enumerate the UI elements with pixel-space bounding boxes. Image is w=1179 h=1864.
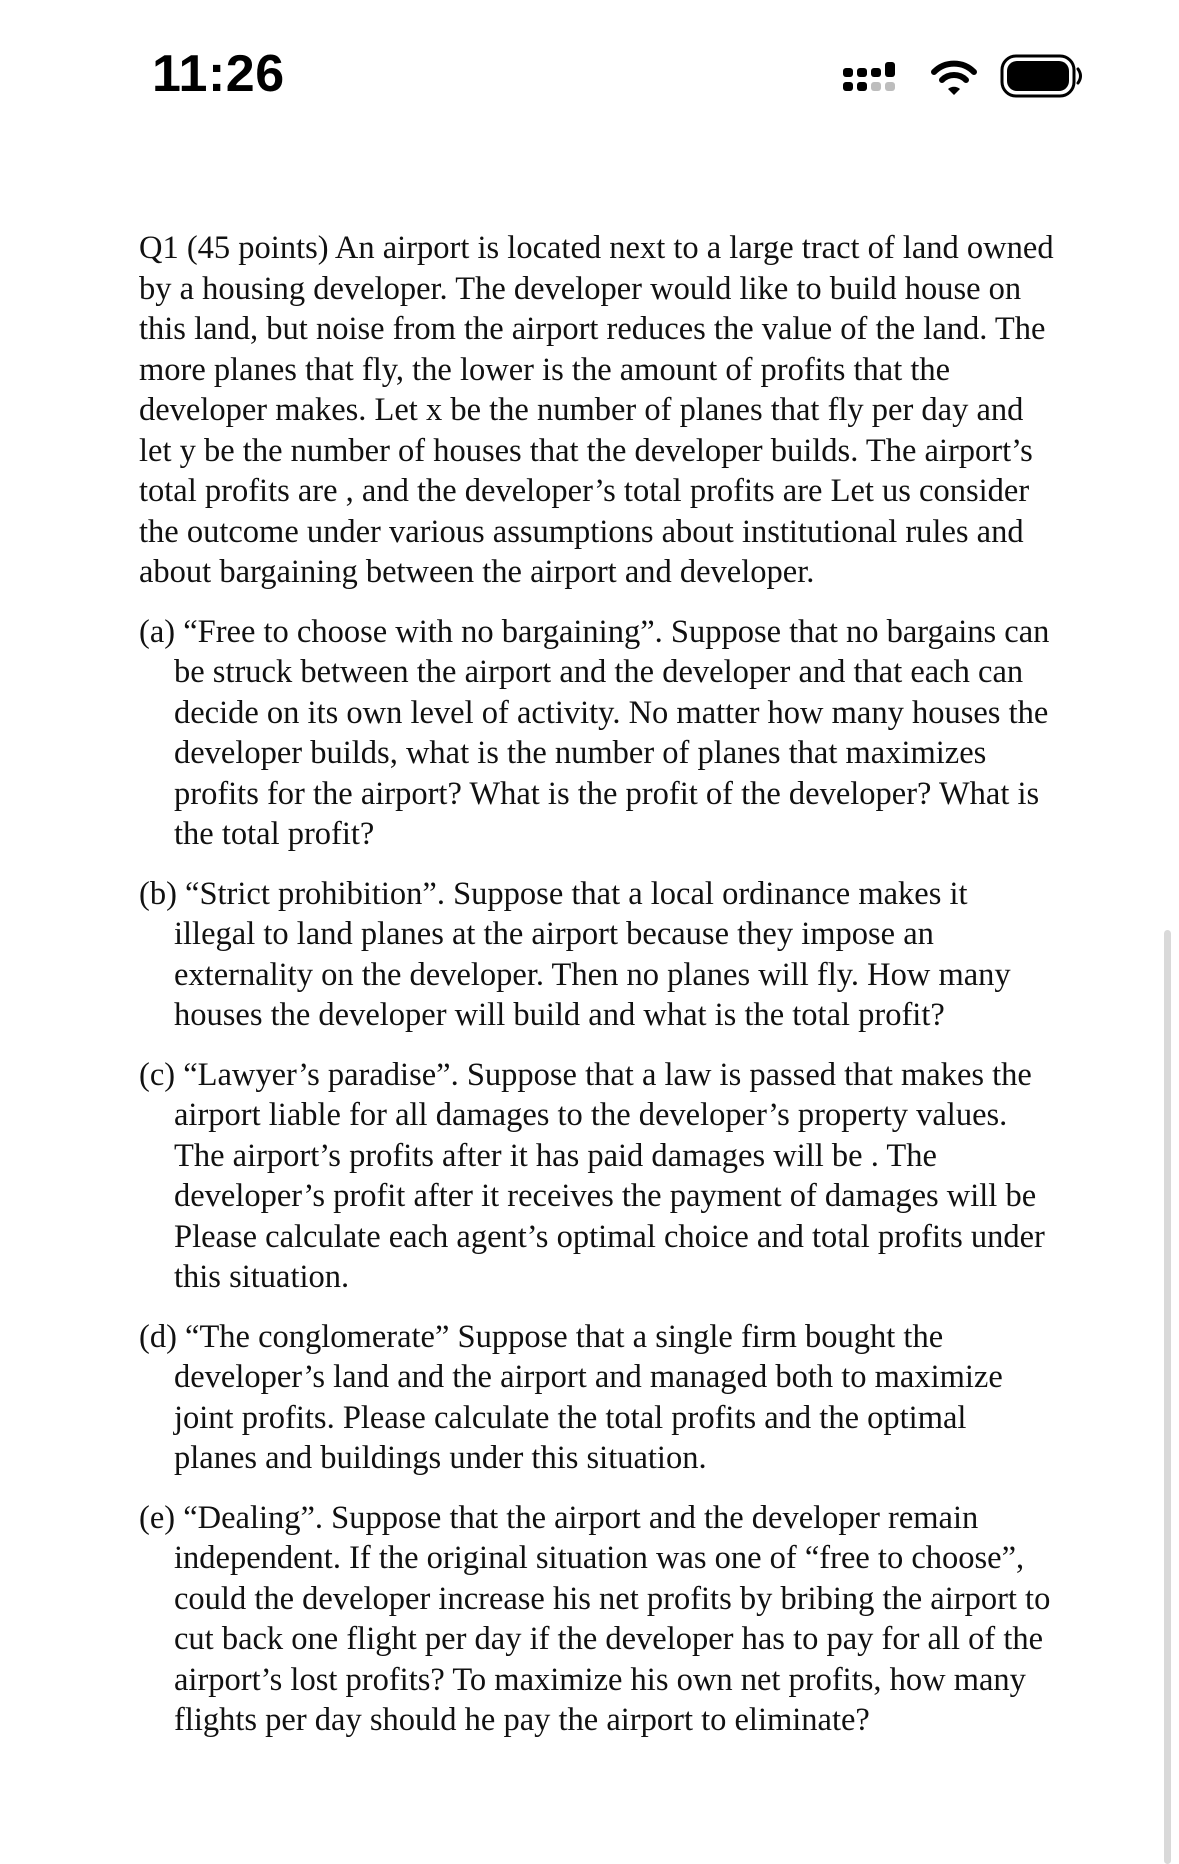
question-part-a: (a) “Free to choose with no bargaining”. Suppose that no bargains can be struck between the airport and the developer and that each can decide on its own level of activity. No matter how many houses the developer builds, what is the number of planes that maximizes profits for the airport? What is the profit of the developer? What is the total profit? [139,613,1050,852]
question-text: Q1 (45 points) An airport is located next to a large tract of land owned by a housing developer. The developer would like to build house on this land, but noise from the airport reduces the value of the land. The more planes that fly, the lower is the amount of profits that the developer makes. Let x be the number of planes that fly per day and let y be the number of houses that the developer builds. The airport’s total profits are , and the developer’s total profits are Let us consider the outcome under various assumptions about institutional rules and about bargaining between the airport and developer. [139,230,1054,590]
question-document [139,228,1054,1760]
signal-icon [843,62,901,96]
status-time: 11:26 [152,45,285,103]
battery-icon [1000,54,1084,98]
question-part-c: (c) “Lawyer’s paradise”. Suppose that a law is passed that makes the airport liable for all damages to the developer’s property values. The airport’s profits after it has paid damages will be . The developer’s profit after it receives the payment of damages will be Please calculate each agent’s optimal choice and total profits under this situation. [139,1056,1045,1295]
scrollbar[interactable] [1164,930,1171,1864]
question-part-e: (e) “Dealing”. Suppose that the airport and the developer remain independent. If the original situation was one of “free to choose”, could the developer increase his net profits by bribing the airport to cut back one flight per day if the developer has to pay for all of the airport’s lost profits? To maximize his own net profits, how many flights per day should he pay the airport to eliminate? [139,1499,1051,1738]
wifi-icon [930,58,978,98]
question-part-d: (d) “The conglomerate” Suppose that a single firm bought the developer’s land and the airport and managed both to maximize joint profits. Please calculate the total profits and the optimal planes and buildings under this situation. [139,1318,1003,1476]
status-bar [0,0,1179,140]
question-part-b: (b) “Strict prohibition”. Suppose that a local ordinance makes it illegal to land planes at the airport because they impose an externality on the developer. Then no planes will fly. How many houses the developer will build and what is the total profit? [139,875,1011,1033]
